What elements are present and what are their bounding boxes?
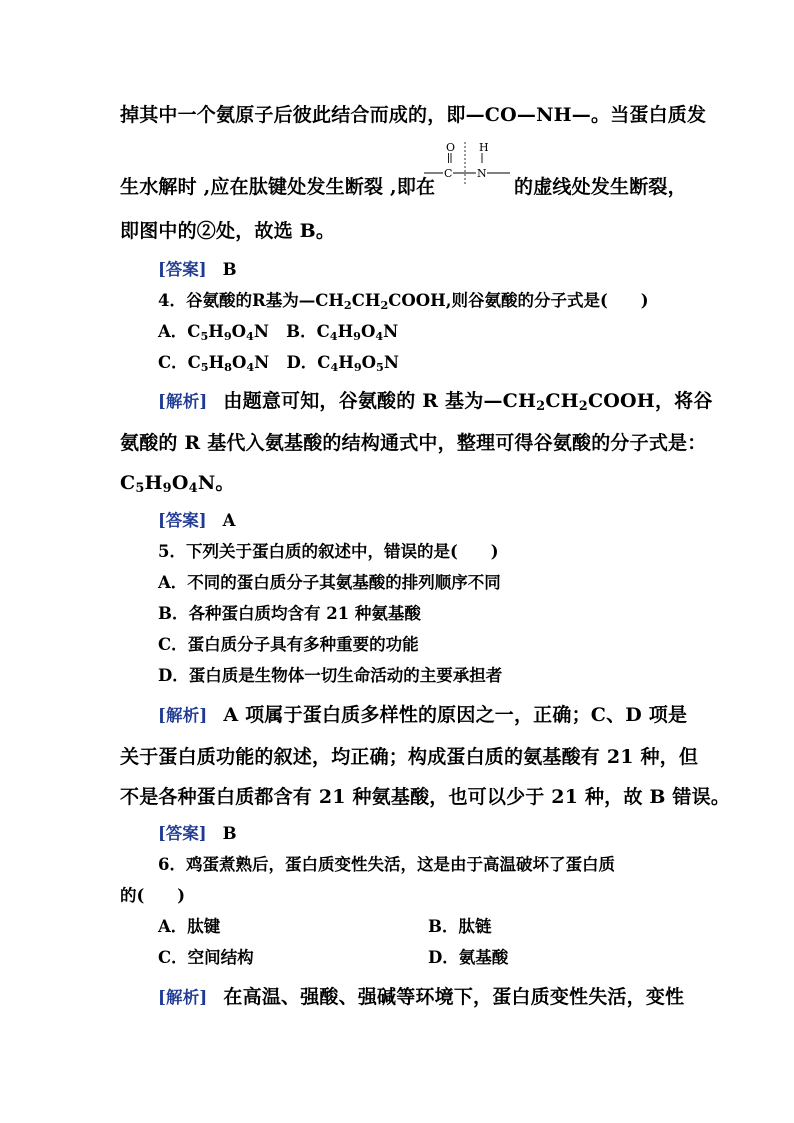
explanation-5-line-1: [解析] A 项属于蛋白质多样性的原因之一，正确；C、D 项是	[158, 704, 688, 726]
text-line-1: 掉其中一个氨原子后彼此结合而成的，即—CO—NH—。当蛋白质发	[120, 104, 707, 126]
answer-tag: [答案]	[158, 824, 207, 843]
hydrogen-atom: H	[479, 141, 489, 154]
carbon-atom: C	[444, 167, 453, 180]
option-b[interactable]: B．肽链	[428, 917, 492, 936]
answer-value: B	[222, 260, 237, 279]
question-5-option-a[interactable]: A．不同的蛋白质分子其氨基酸的排列顺序不同	[158, 573, 501, 592]
text-line-2a: 生水解时 ,应在肽键处发生断裂 ,即在	[120, 176, 436, 198]
option-a[interactable]: A．$C_5H_9O_4N$	[158, 322, 269, 343]
question-5-stem: 5．下列关于蛋白质的叙述中，错误的是( )	[158, 542, 499, 561]
text-line-3: 即图中的②处，故选 B。	[120, 220, 336, 242]
answer-3	[158, 256, 237, 280]
option-b[interactable]: B．$C_4H_9O_4N$	[286, 322, 399, 343]
explanation-6-line-1: [解析] 在高温、强酸、强碱等环境下，蛋白质变性失活，变性	[158, 986, 685, 1008]
explanation-4-line-3: $C_5H_9O_4N$。	[120, 472, 235, 497]
nitrogen-atom: N	[477, 167, 487, 180]
text-line-2b: 的虚线处发生断裂，	[514, 176, 687, 198]
option-c[interactable]: C．空间结构	[158, 948, 254, 967]
option-d[interactable]: D．$C_4H_9O_5N$	[286, 353, 399, 374]
question-4-options-ab	[158, 318, 398, 342]
question-5-option-b[interactable]: B．各种蛋白质均含有 21 种氨基酸	[158, 604, 421, 623]
question-4-options-cd	[158, 349, 399, 373]
option-a[interactable]: A．肽键	[158, 917, 221, 936]
explanation-tag: [解析]	[158, 988, 208, 1007]
option-d[interactable]: D．氨基酸	[428, 948, 509, 967]
explanation-5-line-2: 关于蛋白质功能的叙述，均正确；构成蛋白质的氨基酸有 21 种，但	[120, 746, 699, 768]
question-6-stem-line-1: 6．鸡蛋煮熟后，蛋白质变性失活，这是由于高温破坏了蛋白质	[158, 855, 615, 874]
question-6-options-cd	[158, 944, 678, 968]
question-6-options-ab	[158, 913, 678, 937]
peptide-bond-structure	[424, 140, 512, 186]
answer-tag: [答案]	[158, 260, 207, 279]
explanation-tag: [解析]	[158, 706, 208, 725]
question-5-option-d[interactable]: D．蛋白质是生物体一切生命活动的主要承担者	[158, 666, 503, 685]
question-4-stem: 4．谷氨酸的R基为$—CH_2CH_2COOH$,则谷氨酸的分子式是( )	[158, 291, 649, 312]
answer-tag: [答案]	[158, 511, 207, 530]
answer-4	[158, 507, 235, 531]
explanation-4-line-2: 氨酸的 R 基代入氨基酸的结构通式中，整理可得谷氨酸的分子式是：	[120, 432, 707, 454]
explanation-5-line-3: 不是各种蛋白质都含有 21 种氨基酸，也可以少于 21 种，故 B 错误。	[120, 786, 731, 808]
answer-value: B	[222, 824, 237, 843]
option-c[interactable]: C．$C_5H_8O_4N$	[158, 353, 270, 374]
question-6-stem-line-2: 的( )	[120, 886, 186, 905]
answer-5	[158, 820, 237, 844]
explanation-4-line-1: [解析] 由题意可知，谷氨酸的 R 基为$—CH_2CH_2COOH$，将谷	[158, 390, 713, 415]
explanation-tag: [解析]	[158, 392, 208, 411]
answer-value: A	[222, 511, 236, 530]
question-5-option-c[interactable]: C．蛋白质分子具有多种重要的功能	[158, 635, 419, 654]
oxygen-atom: O	[446, 141, 456, 154]
